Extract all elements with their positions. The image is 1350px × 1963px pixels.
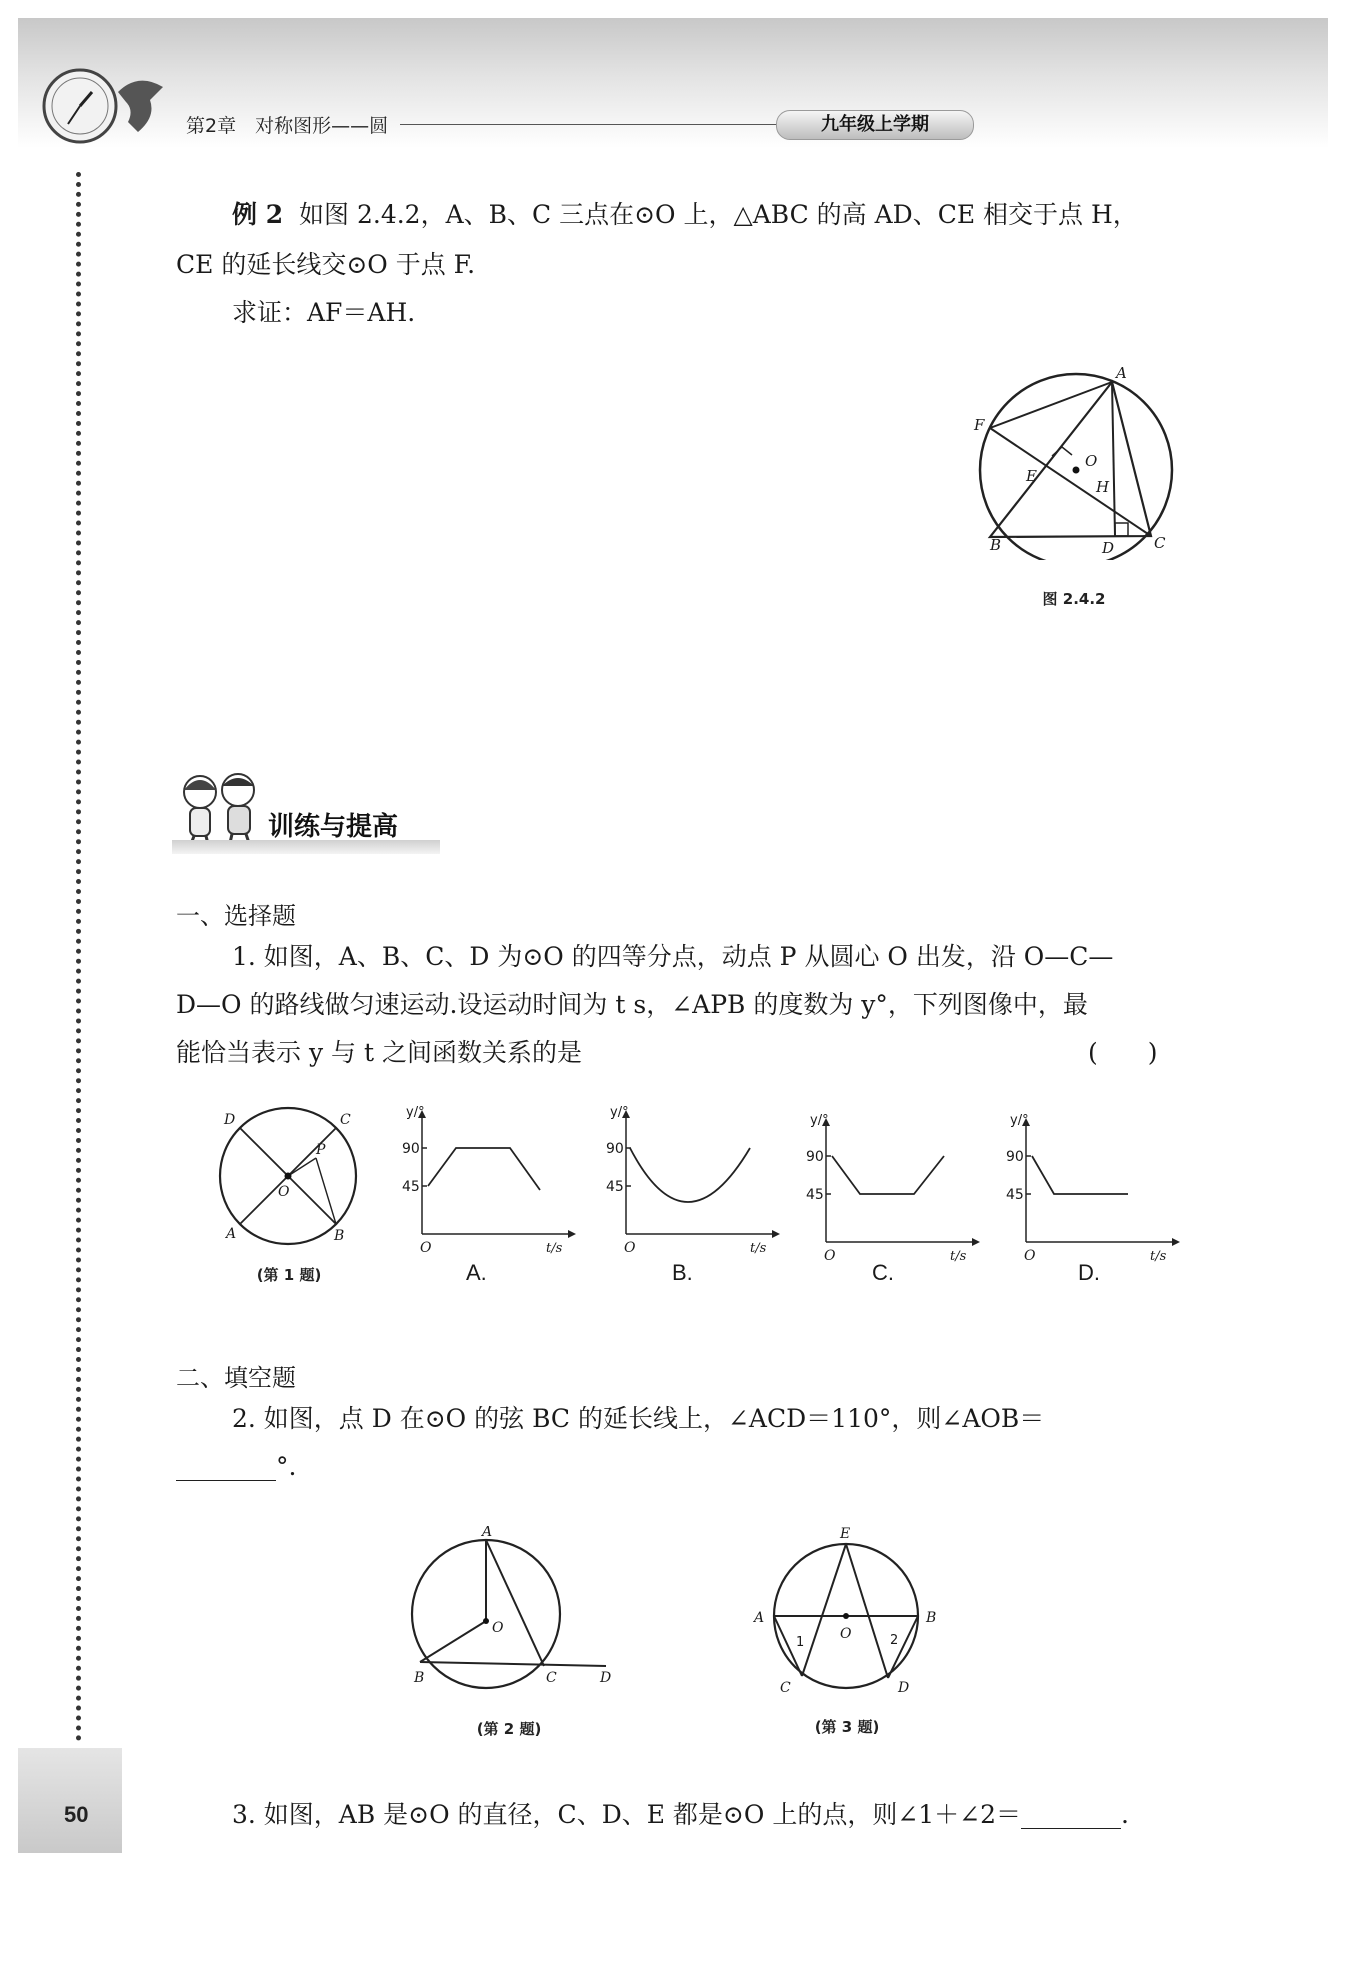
option-c-y-label: y/° (810, 1114, 829, 1128)
fig242-label-C: C (1154, 534, 1166, 552)
chapter-title: 第2章 对称图形——圆 (186, 115, 389, 137)
option-a-tick-90: 90 (402, 1141, 420, 1157)
fig242-label-D: D (1102, 539, 1115, 557)
example2-line2: CE 的延长线交⊙O 于点 F. (176, 250, 476, 279)
section1-title: 一、选择题 (176, 902, 296, 930)
option-b-tick-45: 45 (606, 1179, 624, 1195)
q2-line1: 2. 如图，点 D 在⊙O 的弦 BC 的延长线上，∠ACD＝110°，则∠AOB＝ (232, 1404, 1045, 1433)
option-d-label[interactable]: D. (1078, 1260, 1100, 1285)
q2-label-B: B (414, 1670, 425, 1686)
q1-answer-paren: ( ) (1088, 1038, 1158, 1067)
q3-fig-caption: (第 3 题) (814, 1718, 880, 1736)
q3-label-angle2: 2 (890, 1633, 899, 1648)
option-d-origin: O (1024, 1248, 1036, 1264)
option-a-tick-45: 45 (402, 1179, 420, 1195)
q2-figure (404, 1526, 624, 1696)
q1-fig-caption: (第 1 题) (256, 1266, 322, 1284)
q1-line3: 能恰当表示 y 与 t 之间函数关系的是 (176, 1038, 582, 1067)
q2-fig-caption: (第 2 题) (476, 1720, 542, 1738)
option-c-tick-45: 45 (806, 1187, 824, 1203)
fig242-label-H: H (1096, 478, 1110, 496)
option-d-y-label: y/° (1010, 1114, 1029, 1128)
q3-line: 3. 如图，AB 是⊙O 的直径，C、D、E 都是⊙O 上的点，则∠1＋∠2＝________. (232, 1800, 1129, 1829)
figure-2-4-2 (960, 360, 1190, 560)
page-number: 50 (64, 1802, 89, 1827)
header-divider (400, 124, 780, 125)
q3-figure (750, 1520, 950, 1700)
option-d-tick-45: 45 (1006, 1187, 1024, 1203)
q2-label-C: C (546, 1670, 557, 1686)
fig242-label-A: A (1116, 364, 1127, 382)
q3-label-A: A (754, 1610, 765, 1626)
q3-label-B: B (926, 1610, 937, 1626)
page-tab (18, 1748, 122, 1853)
fig242-label-E: E (1026, 467, 1037, 485)
q3-label-E: E (840, 1526, 851, 1542)
q1-label-A: A (226, 1226, 237, 1242)
q3-label-angle1: 1 (796, 1635, 805, 1650)
q1-label-D: D (224, 1112, 236, 1128)
option-a-origin: O (420, 1240, 432, 1256)
margin-dotted-rule (76, 172, 81, 1742)
q1-line1: 1. 如图，A、B、C、D 为⊙O 的四等分点，动点 P 从圆心 O 出发，沿 O—C— (232, 942, 1114, 971)
option-d-tick-90: 90 (1006, 1149, 1024, 1165)
q1-line2: D—O 的路线做匀速运动.设运动时间为 t s，∠APB 的度数为 y°，下列图像中，最 (176, 990, 1088, 1019)
q2-line2: ________°. (176, 1452, 297, 1481)
option-c-x-label: t/s (950, 1249, 967, 1264)
figure-2-4-2-caption: 图 2.4.2 (1042, 590, 1106, 608)
q1-label-O: O (278, 1184, 290, 1200)
q2-label-O: O (492, 1620, 504, 1636)
option-b-label[interactable]: B. (672, 1260, 693, 1285)
option-b-x-label: t/s (750, 1241, 767, 1256)
option-d-graph (1004, 1114, 1184, 1264)
fig242-label-O: O (1085, 452, 1098, 470)
q1-label-P: P (316, 1142, 326, 1158)
option-b-y-label: y/° (610, 1106, 629, 1120)
example2-text1: 如图 2.4.2，A、B、C 三点在⊙O 上，△ABC 的高 AD、CE 相交于点 H， (299, 200, 1138, 229)
q1-circle-figure (212, 1106, 372, 1250)
example2-line3: 求证：AF＝AH. (232, 298, 416, 327)
option-b-tick-90: 90 (606, 1141, 624, 1157)
option-b-origin: O (624, 1240, 636, 1256)
option-a-label[interactable]: A. (466, 1260, 487, 1285)
example2-label: 例 2 (232, 200, 284, 229)
q3-label-C: C (780, 1680, 791, 1696)
option-d-x-label: t/s (1150, 1249, 1167, 1264)
q1-label-B: B (334, 1228, 345, 1244)
q3-label-D: D (898, 1680, 910, 1696)
grade-badge: 九年级上学期 (776, 110, 974, 140)
option-a-graph (400, 1106, 580, 1256)
clock-logo-icon (38, 62, 168, 152)
q2-label-D: D (600, 1670, 612, 1686)
option-b-graph (604, 1106, 784, 1256)
section2-title: 二、填空题 (176, 1364, 296, 1392)
option-c-graph (804, 1114, 984, 1264)
fig242-label-B: B (990, 536, 1002, 554)
example2-line1 (232, 200, 1138, 230)
option-c-origin: O (824, 1248, 836, 1264)
q1-label-C: C (340, 1112, 351, 1128)
q2-label-A: A (482, 1526, 493, 1540)
option-a-y-label: y/° (406, 1106, 425, 1120)
fig242-label-F: F (974, 416, 985, 434)
training-title: 训练与提高 (268, 812, 399, 842)
option-c-label[interactable]: C. (872, 1260, 894, 1285)
option-c-tick-90: 90 (806, 1149, 824, 1165)
option-a-x-label: t/s (546, 1241, 563, 1256)
q3-label-O: O (840, 1626, 852, 1642)
